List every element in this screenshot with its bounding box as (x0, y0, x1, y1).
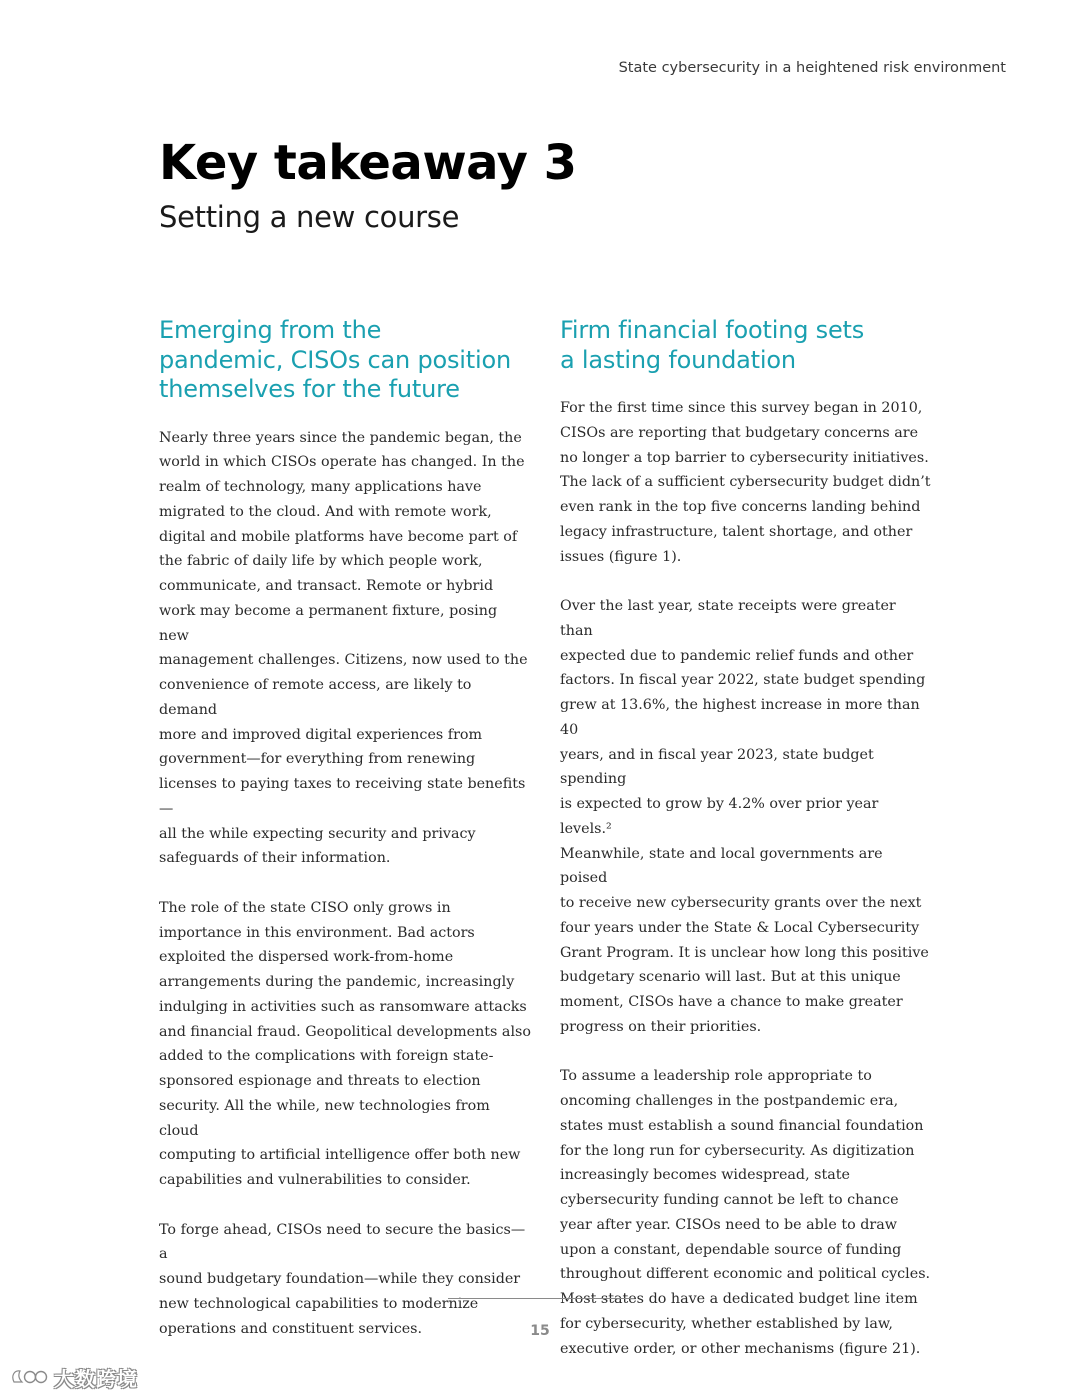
left-column (159, 316, 531, 1366)
watermark (8, 1362, 138, 1392)
right-column (560, 316, 932, 1386)
page-number: 15 (530, 1323, 550, 1339)
paragraph: To forge ahead, CISOs need to secure the basics—a sound budgetary foundation—while they consider new technological capabilities to modernize operations and constituent services. (159, 1221, 526, 1337)
paragraph: To assume a leadership role appropriate to oncoming challenges in the postpandemic era, states must establish a sound financial foundation for the long run for cybersecurity. As digitization increasingly becomes widespread, state cybersecurity funding cannot be left to chance year after year. CISOs need to be able to draw upon a constant, dependable source of funding throughout different economic and political cycles. Most states do have a dedicated budget line item for cybersecurity, whether established by law, executive order, or other mechanisms (figure 21). (560, 1068, 931, 1357)
paragraph: The role of the state CISO only grows in importance in this environment. Bad actors exploited the dispersed work-from-home arrangements during the pandemic, increasingly indulging in activities such as ransomware attacks and financial fraud. Geopolitical developments also added to the complications with foreign state- sponsored espionage and threats to election security. All the while, new technologies from cloud computing to artificial intelligence offer both new capabilities and vulnerabilities to consider. (159, 899, 531, 1189)
page-title: Key takeaway 3 (159, 135, 577, 191)
paragraph: For the first time since this survey began in 2010, CISOs are reporting that budgetary concerns are no longer a top barrier to cybersecurity initiatives. The lack of a sufficient cybersecurity budget didn’t even rank in the top five concerns landing behind legacy infrastructure, talent shortage, and other issues (figure 1). (560, 400, 931, 565)
footer-divider (448, 1298, 632, 1299)
watermark-logo-icon (8, 1364, 50, 1390)
running-header: State cybersecurity in a heightened risk environment (618, 60, 1006, 76)
page-subtitle: Setting a new course (159, 200, 460, 234)
right-column-heading: Firm financial footing sets a lasting foundation (560, 316, 865, 374)
left-column-heading: Emerging from the pandemic, CISOs can position themselves for the future (159, 316, 511, 403)
paragraph: Nearly three years since the pandemic began, the world in which CISOs operate has changed. In the realm of technology, many applications have migrated to the cloud. And with remote work, digital and mobile platforms have become part of the fabric of daily life by which people work, communicate, and transact. Remote or hybrid work may become a permanent fixture, posing new management challenges. Citizens, now used to the convenience of remote access, are likely to demand more and improved digital experiences from government—for everything from renewing licenses to paying taxes to receiving state benefits— all the while expecting security and privacy safeguards of their information. (159, 429, 528, 867)
watermark-text: 大数跨境 (54, 1366, 138, 1391)
paragraph: Over the last year, state receipts were greater than expected due to pandemic relief funds and other factors. In fiscal year 2022, state budget spending grew at 13.6%, the highest increase in more than 40 years, and in fiscal year 2023, state budget spending is expected to grow by 4.2% over prior year levels.² Meanwhile, state and local governments are poised to receive new cybersecurity grants over the next four years under the State & Local Cybersecurity Grant Program. It is unclear how long this positive budgetary scenario will last. But at this unique moment, CISOs have a chance to make greater progress on their priorities. (560, 598, 929, 1035)
